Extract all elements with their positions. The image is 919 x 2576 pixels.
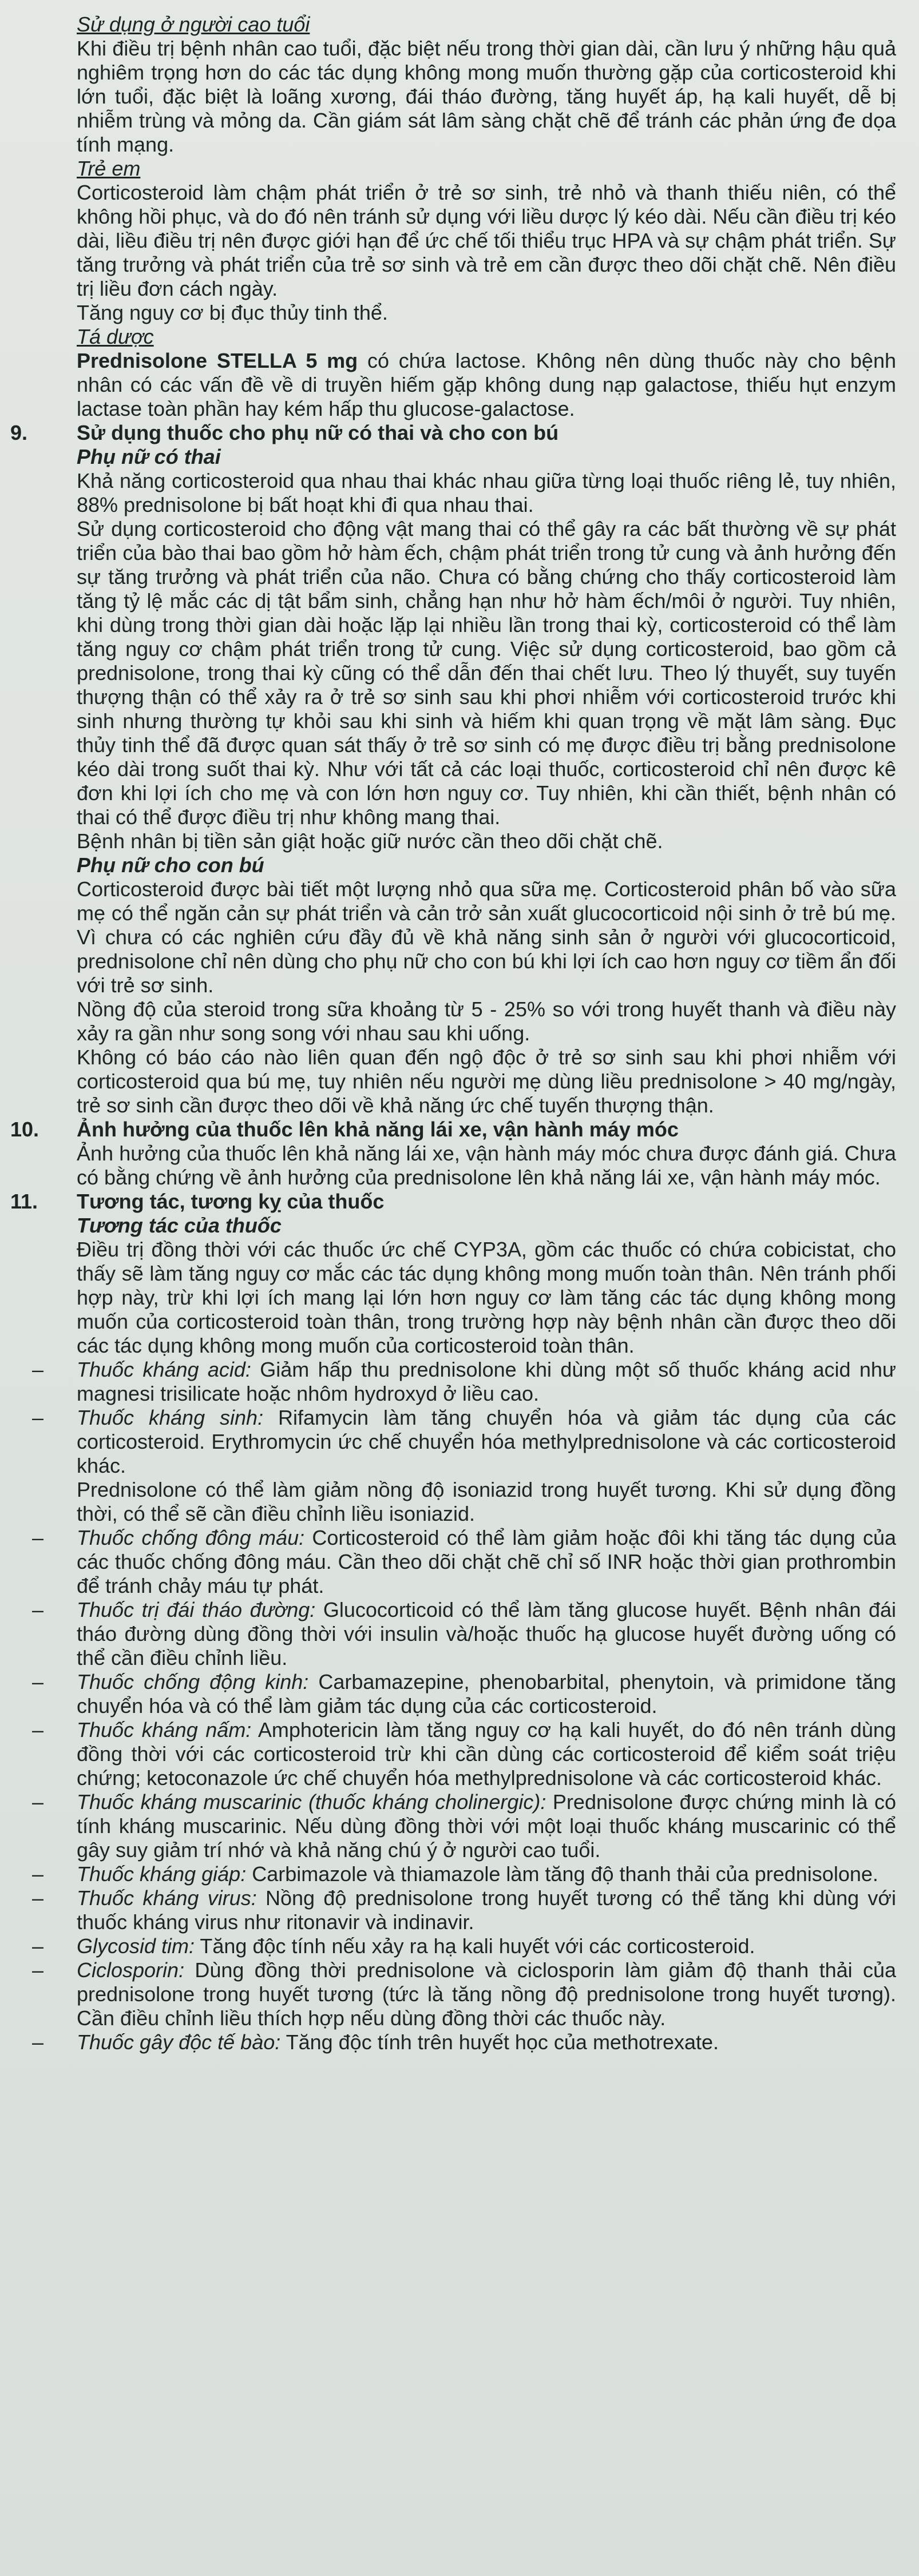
list-item-text bbox=[77, 1670, 896, 1718]
section-number: 10. bbox=[10, 1118, 39, 1141]
list-item bbox=[10, 1406, 896, 1526]
drug-class-desc: Nồng độ prednisolone trong huyết tương có thể tăng khi dùng với thuốc kháng virus như ritonavir và indinavir. bbox=[77, 1886, 896, 1934]
drug-class-term: Thuốc kháng giáp: bbox=[77, 1862, 247, 1886]
paragraph: Tăng nguy cơ bị đục thủy tinh thể. bbox=[77, 301, 388, 324]
drug-class-desc: Dùng đồng thời prednisolone và ciclosporin làm giảm độ thanh thải của prednisolone trong huyết tương (tức là tăng nồng độ prednisolone trong huyết tương). Cần điều chỉnh liều thích hợp nếu dùng đồng thời các thuốc này. bbox=[77, 1958, 896, 2030]
list-item-text bbox=[77, 1886, 896, 1934]
list-item-text bbox=[77, 1718, 896, 1790]
paragraph: Không có báo cáo nào liên quan đến ngộ độc ở trẻ sơ sinh sau khi phơi nhiễm với corticosteroid qua bú mẹ, tuy nhiên nếu người mẹ dùng liều prednisolone > 40 mg/ngày, trẻ sơ sinh cần được theo dõi về khả năng ức chế tuyến thượng thận. bbox=[77, 1045, 896, 1117]
subheading-pregnancy: Phụ nữ có thai bbox=[77, 445, 221, 468]
list-item bbox=[10, 1886, 896, 1934]
paragraph: Nồng độ của steroid trong sữa khoảng từ 5 - 25% so với trong huyết thanh và điều này xảy ra gần như song song với nhau sau khi uống. bbox=[77, 997, 896, 1045]
paragraph bbox=[77, 349, 896, 421]
drug-class-desc: Rifamycin làm tăng chuyển hóa và giảm tác dụng của các corticosteroid. Erythromycin ức chế chuyển hóa methylprednisolone và các corticosteroid khác. bbox=[77, 1406, 897, 1477]
drug-class-desc: Prednisolone được chứng minh là có tính kháng muscarinic. Nếu dùng đồng thời với một loại thuốc kháng muscarinic có thể gây suy giảm trí nhớ và khả năng chú ý ở người cao tuổi. bbox=[77, 1790, 896, 1862]
interaction-list bbox=[10, 1358, 896, 2054]
drug-class-term: Thuốc kháng sinh: bbox=[77, 1406, 264, 1429]
section-elderly bbox=[10, 13, 896, 421]
paragraph: Khi điều trị bệnh nhân cao tuổi, đặc biệt nếu trong thời gian dài, cần lưu ý những hậu quả nghiêm trọng hơn do các tác dụng không mong muốn thường gặp của corticosteroid khi lớn tuổi, đặc biệt là loãng xương, đái tháo đường, tăng huyết áp, hạ kali huyết, dễ bị nhiễm trùng và mỏng da. Cần giám sát lâm sàng chặt chẽ để tránh các phản ứng đe dọa tính mạng. bbox=[77, 37, 896, 156]
section-title: Sử dụng thuốc cho phụ nữ có thai và cho con bú bbox=[77, 421, 559, 444]
list-item-extra: Prednisolone có thể làm giảm nồng độ isoniazid trong huyết tương. Khi sử dụng đồng thời, có thể sẽ cần điều chỉnh liều isoniazid. bbox=[77, 1478, 896, 1525]
paragraph: Điều trị đồng thời với các thuốc ức chế CYP3A, gồm các thuốc có chứa cobicistat, cho thấy sẽ làm tăng nguy cơ mắc các tác dụng không mong muốn toàn thân. Nên tránh phối hợp này, trừ khi lợi ích mang lại lớn hơn nguy cơ làm tăng các tác dụng không mong muốn của corticosteroid toàn thân, trong trường hợp này bệnh nhân cần được theo dõi các tác dụng không mong muốn của corticosteroid toàn thân. bbox=[77, 1238, 896, 1357]
drug-class-term: Thuốc trị đái tháo đường: bbox=[77, 1598, 316, 1621]
drug-class-term: Thuốc kháng nấm: bbox=[77, 1718, 252, 1742]
list-item-text bbox=[77, 1790, 896, 1862]
bullet-dash: – bbox=[31, 1406, 44, 1429]
list-item-text bbox=[77, 1934, 896, 1958]
drug-class-desc: Tăng độc tính trên huyết học của methotrexate. bbox=[280, 2030, 719, 2054]
list-item-text bbox=[77, 1358, 896, 1406]
bullet-dash: – bbox=[31, 1934, 44, 1958]
subheading-elderly: Sử dụng ở người cao tuổi bbox=[77, 13, 310, 36]
drug-class-desc: Glucocorticoid có thể làm tăng glucose huyết. Bệnh nhân đái tháo đường dùng đồng thời với insulin và/hoặc thuốc hạ glucose huyết đường uống có thể cần điều chỉnh liều. bbox=[77, 1598, 897, 1669]
list-item bbox=[10, 1526, 896, 1598]
section-title: Ảnh hưởng của thuốc lên khả năng lái xe, vận hành máy móc bbox=[77, 1118, 679, 1141]
list-item-text bbox=[77, 2030, 896, 2054]
list-item bbox=[10, 1958, 896, 2030]
bullet-dash: – bbox=[31, 2030, 44, 2054]
list-item bbox=[10, 1934, 896, 1958]
section-9 bbox=[10, 421, 896, 1118]
paragraph: Ảnh hưởng của thuốc lên khả năng lái xe, vận hành máy móc chưa được đánh giá. Chưa có bằng chứng về ảnh hưởng của prednisolone lên khả năng lái xe, vận hành máy móc. bbox=[77, 1142, 896, 1189]
subheading-excipients: Tá dược bbox=[77, 325, 154, 348]
drug-class-desc: Amphotericin làm tăng nguy cơ hạ kali huyết, do đó nên tránh dùng đồng thời với các corticosteroid trừ khi cần dùng các corticosteroid để kiểm soát triệu chứng; ketoconazole ức chế chuyển hóa methylprednisolone và các corticosteroid khác. bbox=[77, 1718, 896, 1790]
list-item bbox=[10, 1670, 896, 1718]
drug-class-desc: Giảm hấp thu prednisolone khi dùng một số thuốc kháng acid như magnesi trisilicate hoặc nhôm hydroxyd ở liều cao. bbox=[77, 1358, 896, 1405]
list-item bbox=[10, 1598, 896, 1670]
paragraph: Corticosteroid làm chậm phát triển ở trẻ sơ sinh, trẻ nhỏ và thanh thiếu niên, có thể không hồi phục, và do đó nên tránh sử dụng với liều dược lý kéo dài. Nếu cần điều trị kéo dài, liều điều trị nên được giới hạn để ức chế tối thiểu trục HPA và sự chậm phát triển. Sự tăng trưởng và phát triển của trẻ sơ sinh và trẻ em cần được theo dõi chặt chẽ. Nên điều trị liều đơn cách ngày. bbox=[77, 181, 896, 300]
paragraph-text: có chứa lactose. Không nên dùng thuốc này cho bệnh nhân có các vấn đề về di truyền hiếm gặp không dung nạp galactose, thiếu hụt enzym lactase toàn phần hay kém hấp thu glucose-galactose. bbox=[77, 349, 896, 420]
drug-class-term: Ciclosporin: bbox=[77, 1958, 185, 1982]
list-item-text bbox=[77, 1862, 896, 1886]
bullet-dash: – bbox=[31, 1958, 44, 1982]
bullet-dash: – bbox=[31, 1790, 44, 1814]
drug-class-term: Thuốc chống động kinh: bbox=[77, 1670, 309, 1694]
paragraph: Khả năng corticosteroid qua nhau thai khác nhau giữa từng loại thuốc riêng lẻ, tuy nhiên, 88% prednisolone bị bất hoạt khi đi qua nhau thai. bbox=[77, 469, 896, 516]
bullet-dash: – bbox=[31, 1862, 44, 1886]
section-10 bbox=[10, 1118, 896, 1190]
subheading-lactation: Phụ nữ cho con bú bbox=[77, 853, 264, 877]
drug-class-desc: Tăng độc tính nếu xảy ra hạ kali huyết với các corticosteroid. bbox=[195, 1934, 755, 1958]
paragraph: Sử dụng corticosteroid cho động vật mang thai có thể gây ra các bất thường về sự phát triển của bào thai bao gồm hở hàm ếch, chậm phát triển trong tử cung và ảnh hưởng đến sự tăng trưởng và phát triển của não. Chưa có bằng chứng cho thấy corticosteroid làm tăng tỷ lệ mắc các dị tật bẩm sinh, chẳng hạn như hở hàm ếch/môi ở người. Tuy nhiên, khi dùng trong thời gian dài hoặc lặp lại nhiều lần trong thai kỳ, corticosteroid có thể làm tăng nguy cơ chậm phát triển trong tử cung. Việc sử dụng corticosteroid, bao gồm cả prednisolone, trong thai kỳ cũng có thể dẫn đến thai chết lưu. Theo lý thuyết, suy tuyến thượng thận có thể xảy ra ở trẻ sơ sinh sau khi phơi nhiễm với corticosteroid trước khi sinh nhưng thường tự khỏi sau khi sinh và hiếm khi quan trọng về mặt lâm sàng. Đục thủy tinh thể đã được quan sát thấy ở trẻ sơ sinh có mẹ được điều trị bằng prednisolone kéo dài trong suốt thai kỳ. Như với tất cả các loại thuốc, corticosteroid chỉ nên được kê đơn khi lợi ích cho mẹ và con lớn hơn nguy cơ. Tuy nhiên, khi cần thiết, bệnh nhân có thai có thể được điều trị như không mang thai. bbox=[77, 517, 896, 829]
list-item bbox=[10, 1358, 896, 1406]
bullet-dash: – bbox=[31, 1598, 44, 1621]
drug-class-desc: Carbamazepine, phenobarbital, phenytoin, và primidone tăng chuyển hóa và có thể làm giảm tác dụng của các corticosteroid. bbox=[77, 1670, 897, 1718]
drug-class-term: Thuốc chống đông máu: bbox=[77, 1526, 305, 1549]
list-item-text bbox=[77, 1958, 896, 2030]
bullet-dash: – bbox=[31, 1886, 44, 1910]
list-item-text bbox=[77, 1598, 896, 1670]
product-name: Prednisolone STELLA 5 mg bbox=[77, 349, 358, 372]
drug-class-term: Thuốc kháng acid: bbox=[77, 1358, 251, 1381]
list-item bbox=[10, 1790, 896, 1862]
subheading-children: Trẻ em bbox=[77, 157, 141, 180]
paragraph: Corticosteroid được bài tiết một lượng nhỏ qua sữa mẹ. Corticosteroid phân bố vào sữa mẹ có thể ngăn cản sự phát triển và cản trở sản xuất glucocorticoid nội sinh ở trẻ bú mẹ. Vì chưa có các nghiên cứu đầy đủ về khả năng sinh sản ở người với glucocorticoid, prednisolone chỉ nên dùng cho phụ nữ cho con bú khi lợi ích cao hơn nguy cơ tiềm ẩn đối với trẻ sơ sinh. bbox=[77, 877, 896, 997]
bullet-dash: – bbox=[31, 1670, 44, 1694]
list-item-text bbox=[77, 1526, 896, 1598]
section-number: 9. bbox=[10, 421, 28, 444]
list-item-text bbox=[77, 1406, 896, 1478]
drug-class-term: Thuốc kháng virus: bbox=[77, 1886, 257, 1910]
list-item bbox=[10, 2030, 896, 2054]
drug-class-term: Thuốc gây độc tế bào: bbox=[77, 2030, 281, 2054]
drug-class-desc: Carbimazole và thiamazole làm tăng độ thanh thải của prednisolone. bbox=[246, 1862, 878, 1886]
bullet-dash: – bbox=[31, 1358, 44, 1381]
list-item bbox=[10, 1862, 896, 1886]
bullet-dash: – bbox=[31, 1718, 44, 1742]
section-11 bbox=[10, 1190, 896, 1358]
drug-class-desc: Corticosteroid có thể làm giảm hoặc đôi khi tăng tác dụng của các thuốc chống đông máu. Cần theo dõi chặt chẽ chỉ số INR hoặc thời gian prothrombin để tránh chảy máu tự phát. bbox=[77, 1526, 896, 1597]
drug-class-term: Thuốc kháng muscarinic (thuốc kháng cholinergic): bbox=[77, 1790, 546, 1814]
list-item bbox=[10, 1718, 896, 1790]
subheading-interactions: Tương tác của thuốc bbox=[77, 1214, 282, 1237]
section-title: Tương tác, tương kỵ của thuốc bbox=[77, 1190, 385, 1213]
bullet-dash: – bbox=[31, 1526, 44, 1549]
section-number: 11. bbox=[10, 1190, 38, 1213]
drug-class-term: Glycosid tim: bbox=[77, 1934, 195, 1958]
paragraph: Bệnh nhân bị tiền sản giật hoặc giữ nước cần theo dõi chặt chẽ. bbox=[77, 829, 663, 853]
